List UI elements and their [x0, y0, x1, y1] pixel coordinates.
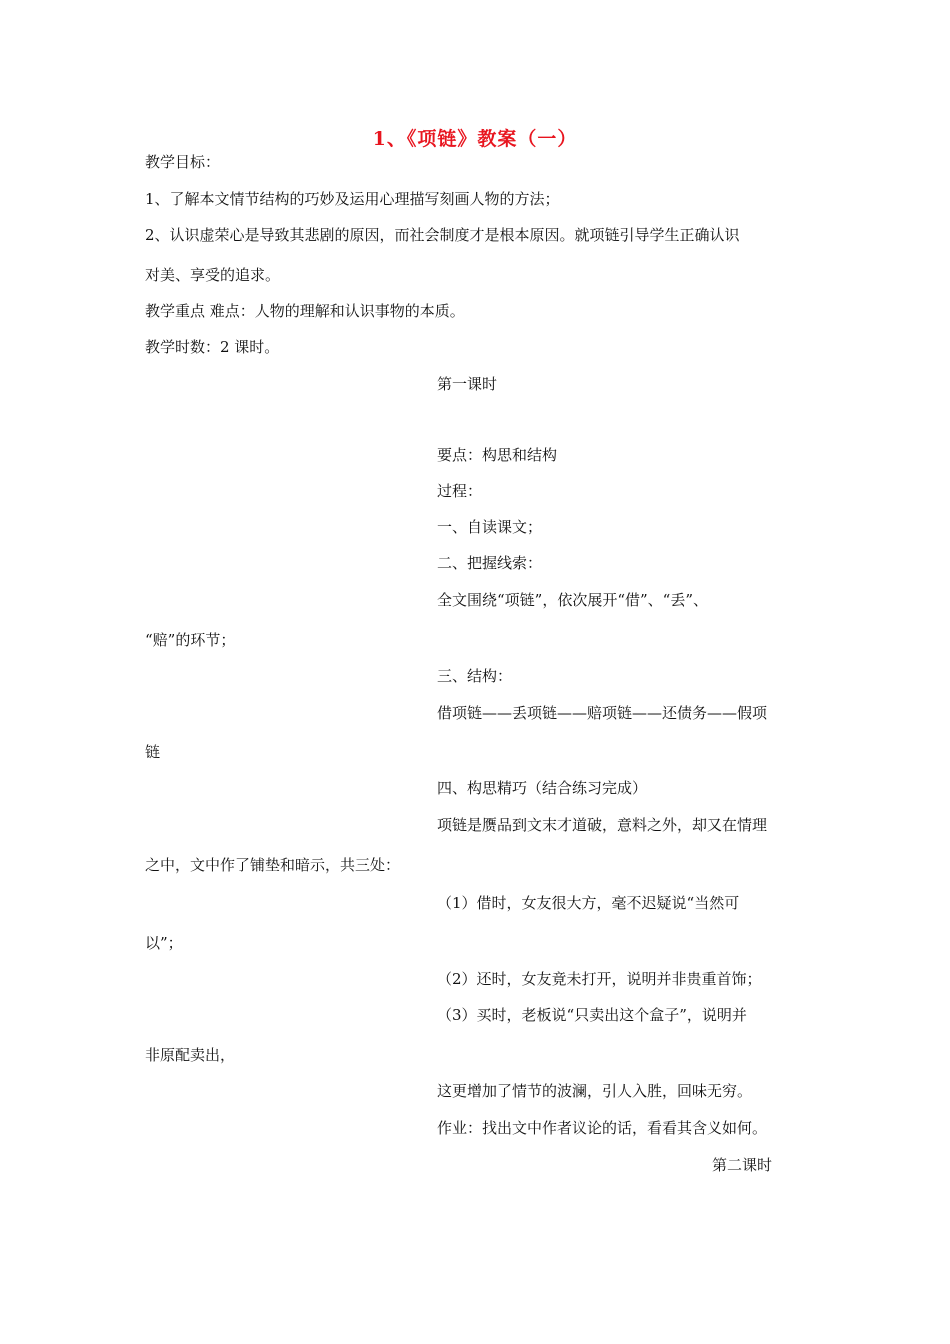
objective-2-line-2: 对美、享受的追求。 [145, 266, 281, 284]
document-title: 1、《项链》教案（一） [372, 128, 578, 150]
lesson-2-heading: 第二课时 [712, 1156, 773, 1174]
key-points: 教学重点 难点：人物的理解和认识事物的本质。 [145, 302, 465, 320]
hint-1-line-1: （1）借时，女友很大方，毫不迟疑说“当然可 [437, 894, 740, 912]
hint-3-line-2: 非原配卖出， [145, 1046, 236, 1064]
step-3: 三、结构： [437, 667, 513, 685]
step-2: 二、把握线索： [437, 554, 543, 572]
objectives-label: 教学目标： [145, 153, 221, 171]
idea-line-1: 项链是赝品到文末才道破，意料之外，却又在情理 [437, 816, 768, 834]
objective-1: 1、了解本文情节结构的巧妙及运用心理描写刻画人物的方法； [145, 190, 560, 208]
clue-line-2: “赔”的环节； [145, 631, 236, 649]
idea-line-2: 之中，文中作了铺垫和暗示，共三处： [145, 856, 401, 874]
hint-2: （2）还时，女友竟未打开，说明并非贵重首饰； [437, 970, 762, 988]
focus: 要点：构思和结构 [437, 446, 558, 464]
hint-3-line-1: （3）买时，老板说“只卖出这个盒子”，说明并 [437, 1006, 747, 1024]
clue-line-1: 全文围绕“项链”，依次展开“借”、“丢”、 [437, 591, 709, 609]
teaching-hours: 教学时数：2 课时。 [145, 338, 280, 356]
homework: 作业：找出文中作者议论的话，看看其含义如何。 [437, 1119, 768, 1137]
effect: 这更增加了情节的波澜，引人入胜，回味无穷。 [437, 1082, 753, 1100]
hint-1-line-2: 以”； [145, 934, 183, 952]
lesson-1-heading: 第一课时 [437, 375, 498, 393]
step-4: 四、构思精巧（结合练习完成） [437, 779, 648, 797]
structure-line-1: 借项链——丢项链——赔项链——还债务——假项 [437, 704, 768, 722]
process-label: 过程： [437, 482, 483, 500]
structure-line-2: 链 [145, 743, 161, 761]
objective-2-line-1: 2、认识虚荣心是导致其悲剧的原因，而社会制度才是根本原因。就项链引导学生正确认识 [145, 226, 740, 244]
step-1: 一、自读课文； [437, 518, 543, 536]
